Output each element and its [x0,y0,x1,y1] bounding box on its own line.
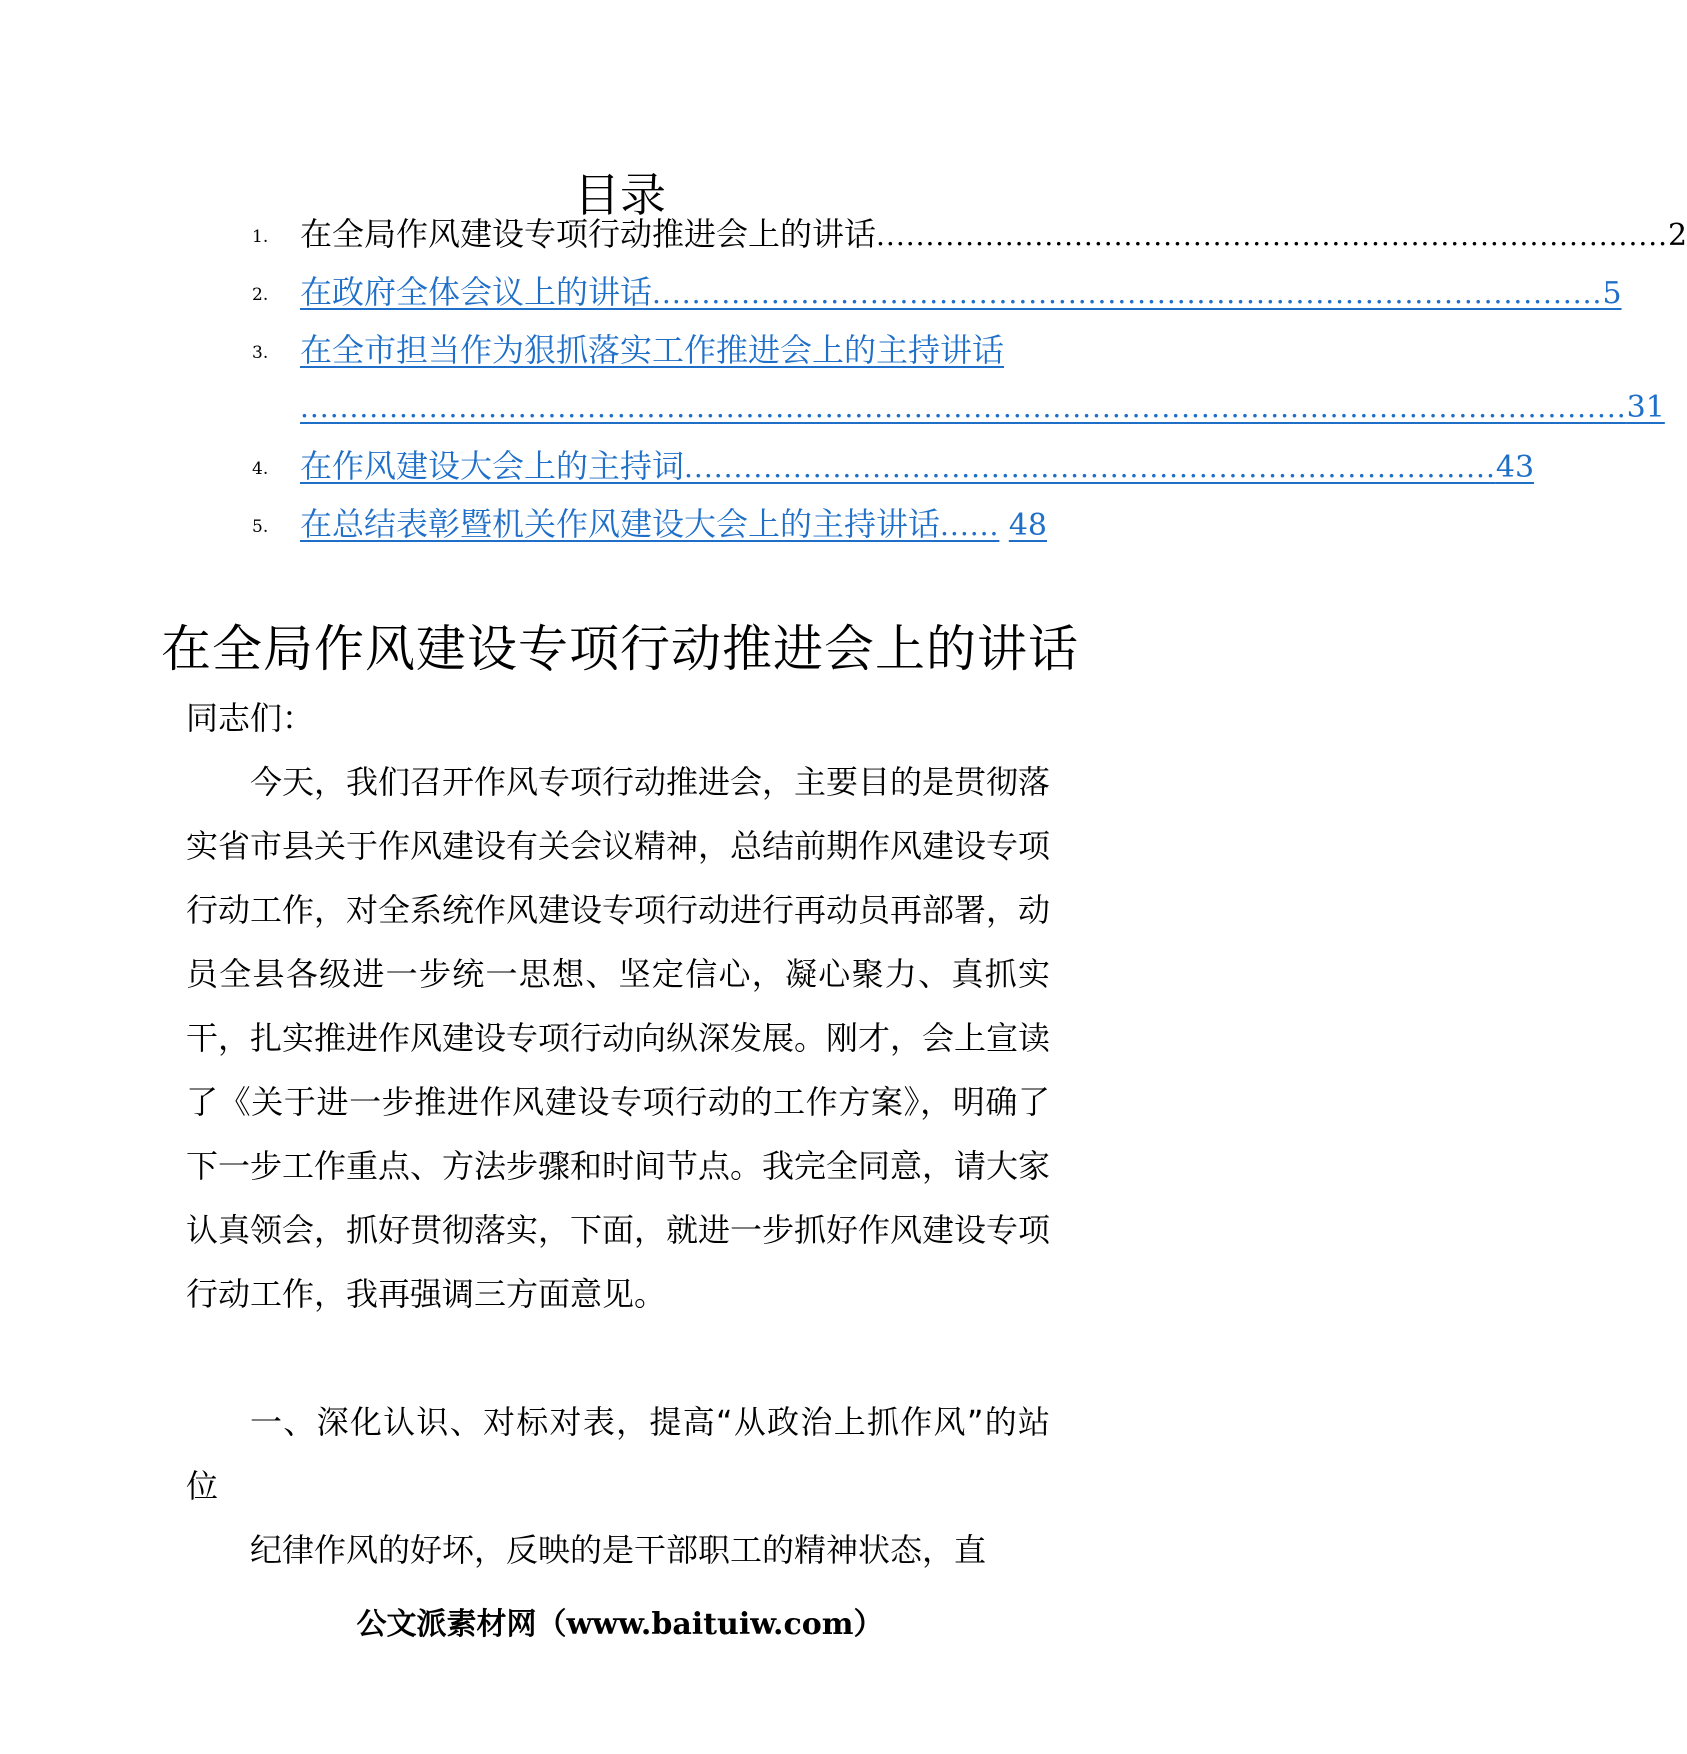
toc-entry-2-leader: ................................................................................................ [652,277,1603,310]
footer-watermark-text: 公文派素材网（www.baituiw.com） [356,1607,884,1642]
toc-entry-4-text: 在作风建设大会上的主持词 [300,447,685,485]
toc-entry-1-number: 1. [252,227,269,247]
toc-entry-5-link[interactable] [300,500,1047,548]
toc-entry-2-text: 在政府全体会议上的讲话 [300,273,653,311]
toc-entry-5-text: 在总结表彰暨机关作风建设大会上的主持讲话 [300,505,941,543]
toc-entry-2-link[interactable] [300,268,1622,316]
toc-entry-3-text: 在全市担当作为狠抓落实工作推进会上的主持讲话 [300,331,1005,369]
toc-entry-2-page: 5 [1602,276,1622,311]
toc-entry-1-leader: ................................................................................ [876,219,1669,252]
toc-entry-5-page: 48 [1008,508,1047,543]
toc-entry-4-page: 43 [1495,450,1535,485]
toc-entry-3-page: 31 [1626,390,1665,425]
toc-entry-1-page: 2 [1668,218,1687,253]
toc-entry-1[interactable] [300,210,1687,258]
paragraph-1: 今天，我们召开作风专项行动推进会，主要目的是贯彻落实省市县关于作风建设有关会议精神，总结前期作风建设专项行动工作，对全系统作风建设专项行动进行再动员再部署，动员全县各级进一步统一思想、坚定信心，凝心聚力、真抓实干，扎实推进作风建设专项行动向纵深发展。刚才，会上宣读了《关于进一步推进作风建设专项行动的工作方案》，明确了下一步工作重点、方法步骤和时间节点。我完全同意，请大家认真领会，抓好贯彻落实，下面，就进一步抓好作风建设专项行动工作，我再强调三方面意见。 [186,763,1051,1313]
toc-entry-3-number: 3. [252,343,269,363]
toc-entry-2-number: 2. [252,285,269,305]
toc-title: 目录 [574,168,666,222]
toc-entry-4-link[interactable] [300,442,1535,490]
toc-entry-5-number: 5. [252,517,269,537]
toc-entry-3-link[interactable] [300,326,1047,374]
toc-entry-4-leader: .................................................................................. [684,451,1496,484]
toc-entry-1-text: 在全局作风建设专项行动推进会上的讲话 [300,215,877,253]
toc-entry-3-continuation-link[interactable] [300,384,1665,432]
document-title: 在全局作风建设专项行动推进会上的讲话 [161,620,1079,678]
toc-entry-3-leader: ...................................................................................................................................... [300,391,1627,424]
toc-entry-4-number: 4. [252,459,269,479]
toc-entry-5-leader: ...... [940,509,1000,542]
paragraph-2: 纪律作风的好坏，反映的是干部职工的精神状态，直 [250,1531,987,1569]
section-heading-1: 一、深化认识、对标对表，提高“从政治上抓作风”的站位 [186,1403,1050,1505]
salutation: 同志们： [186,699,315,737]
